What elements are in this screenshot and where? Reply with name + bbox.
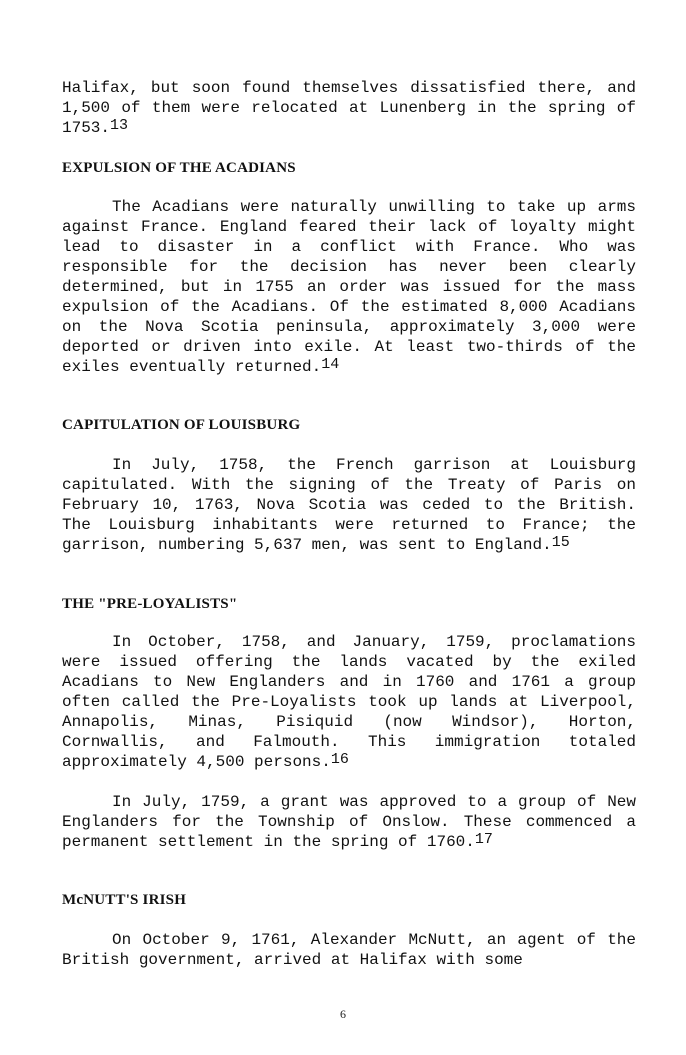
paragraph-expulsion [62, 197, 636, 377]
paragraph-text: On October 9, 1761, Alexander McNutt, an agent of the British government, arrived at Halifax with some [62, 931, 636, 969]
paragraph-text: In July, 1759, a grant was approved to a group of New Englanders for the Township of Onslow. These commenced a permanent settlement in the spring of 1760. [62, 793, 636, 851]
footnote-marker: 14 [321, 356, 340, 373]
footnote-marker: 15 [551, 534, 570, 551]
paragraph-text: In July, 1758, the French garrison at Louisburg capitulated. With the signing of the Treaty of Paris on February 10, 1763, Nova Scotia was ceded to the British. The Louisburg inhabitants were returned to France; the garrison, numbering 5,637 men, was sent to England. [62, 456, 636, 554]
paragraph-louisburg [62, 455, 636, 555]
footnote-marker: 16 [330, 751, 349, 768]
paragraph-text: Halifax, but soon found themselves dissatisfied there, and 1,500 of them were relocated at Lunenberg in the spring of 1753. [62, 79, 636, 137]
paragraph-onslow [62, 792, 636, 852]
paragraph-pre-loyalists [62, 632, 636, 772]
paragraph-lunenberg [62, 78, 636, 138]
footnote-marker: 17 [474, 831, 493, 848]
section-heading-mcnutt: McNUTT'S IRISH [62, 892, 187, 908]
footnote-marker: 13 [110, 117, 129, 134]
paragraph-text: The Acadians were naturally unwilling to take up arms against France. England feared their lack of loyalty might lead to disaster in a conflict with France. Who was responsible for the decision has never been clearly determined, but in 1755 an order was issued for the mass expulsion of the Acadians. Of the estimated 8,000 Acadians on the Nova Scotia peninsula, approximately 3,000 were deported or driven into exile. At least two-thirds of the exiles eventually returned. [62, 198, 636, 376]
section-heading-expulsion: EXPULSION OF THE ACADIANS [62, 160, 296, 176]
page-number: 6 [340, 1007, 346, 1021]
paragraph-text: In October, 1758, and January, 1759, proclamations were issued offering the lands vacated by the exiled Acadians to New Englanders and in 1760 and 1761 a group often called the Pre-Loyalists took up lands at Liverpool, Annapolis, Minas, Pisiquid (now Windsor), Horton, Cornwallis, and Falmouth. This immigration totaled approximately 4,500 persons. [62, 633, 636, 771]
paragraph-mcnutt [62, 930, 636, 970]
section-heading-louisburg: CAPITULATION OF LOUISBURG [62, 417, 301, 433]
section-heading-pre-loyalists: THE "PRE-LOYALISTS" [62, 596, 238, 612]
